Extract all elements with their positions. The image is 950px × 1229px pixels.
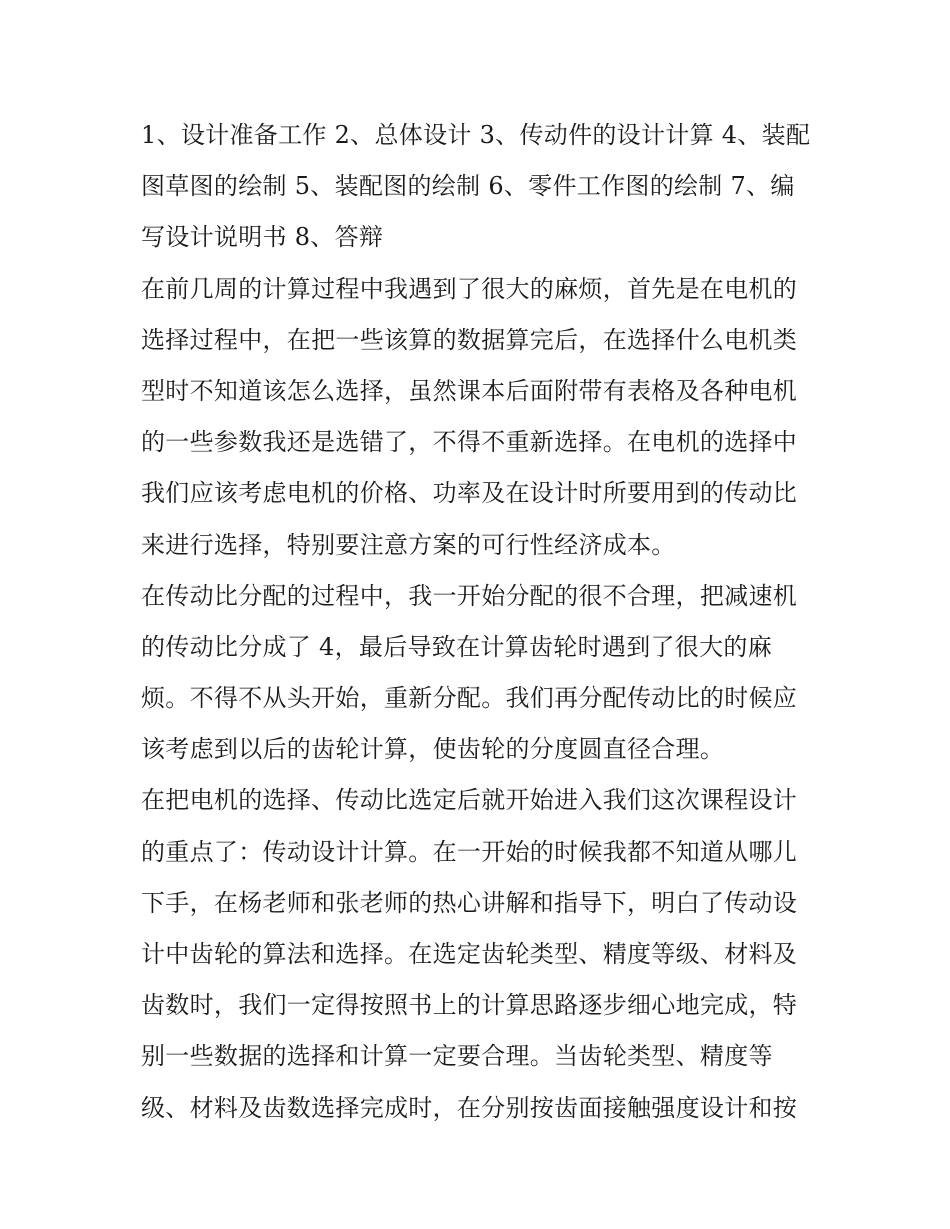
text-line: 在把电机的选择、传动比选定后就开始进入我们这次课程设计 [141,786,798,815]
text-line: 的重点了：传动设计计算。在一开始的时候我都不知道从哪儿 [141,837,798,866]
paragraph-design-steps [141,110,813,264]
text-line: 烦。不得不从头开始，重新分配。我们再分配传动比的时候应 [141,684,798,713]
text-line: 别一些数据的选择和计算一定要合理。当齿轮类型、精度等 [141,1042,773,1071]
text-line: 1、设计准备工作 2、总体设计 3、传动件的设计计算 4、装配 [141,121,811,149]
text-line: 齿数时，我们一定得按照书上的计算思路逐步细心地完成，特 [141,991,798,1020]
text-line: 来进行选择，特别要注意方案的可行性经济成本。 [141,530,676,559]
text-line: 写设计说明书 8、答辩 [141,223,384,252]
paragraph-transmission-design [141,775,813,1133]
text-line: 计中齿轮的算法和选择。在选定齿轮类型、精度等级、材料及 [141,940,798,968]
text-line: 我们应该考虑电机的价格、功率及在设计时所要用到的传动比 [141,479,798,508]
text-line: 图草图的绘制 5、装配图的绘制 6、零件工作图的绘制 7、编 [141,172,795,201]
paragraph-motor-selection [141,264,813,571]
text-line: 该考虑到以后的齿轮计算，使齿轮的分度圆直径合理。 [141,735,725,764]
text-line: 在前几周的计算过程中我遇到了很大的麻烦，首先是在电机的 [141,274,798,303]
text-line: 下手，在杨老师和张老师的热心讲解和指导下，明白了传动设 [141,888,798,917]
text-line: 在传动比分配的过程中，我一开始分配的很不合理，把减速机 [141,581,798,610]
document-page [141,110,813,1134]
text-line: 选择过程中，在把一些该算的数据算完后，在选择什么电机类 [141,325,798,354]
paragraph-ratio-distribution [141,571,813,776]
text-line: 型时不知道该怎么选择，虽然课本后面附带有表格及各种电机 [141,376,798,405]
text-line: 的传动比分成了 4，最后导致在计算齿轮时遇到了很大的麻 [141,632,772,661]
text-line: 级、材料及齿数选择完成时，在分别按齿面接触强度设计和按 [141,1093,798,1122]
text-line: 的一些参数我还是选错了，不得不重新选择。在电机的选择中 [141,428,798,457]
